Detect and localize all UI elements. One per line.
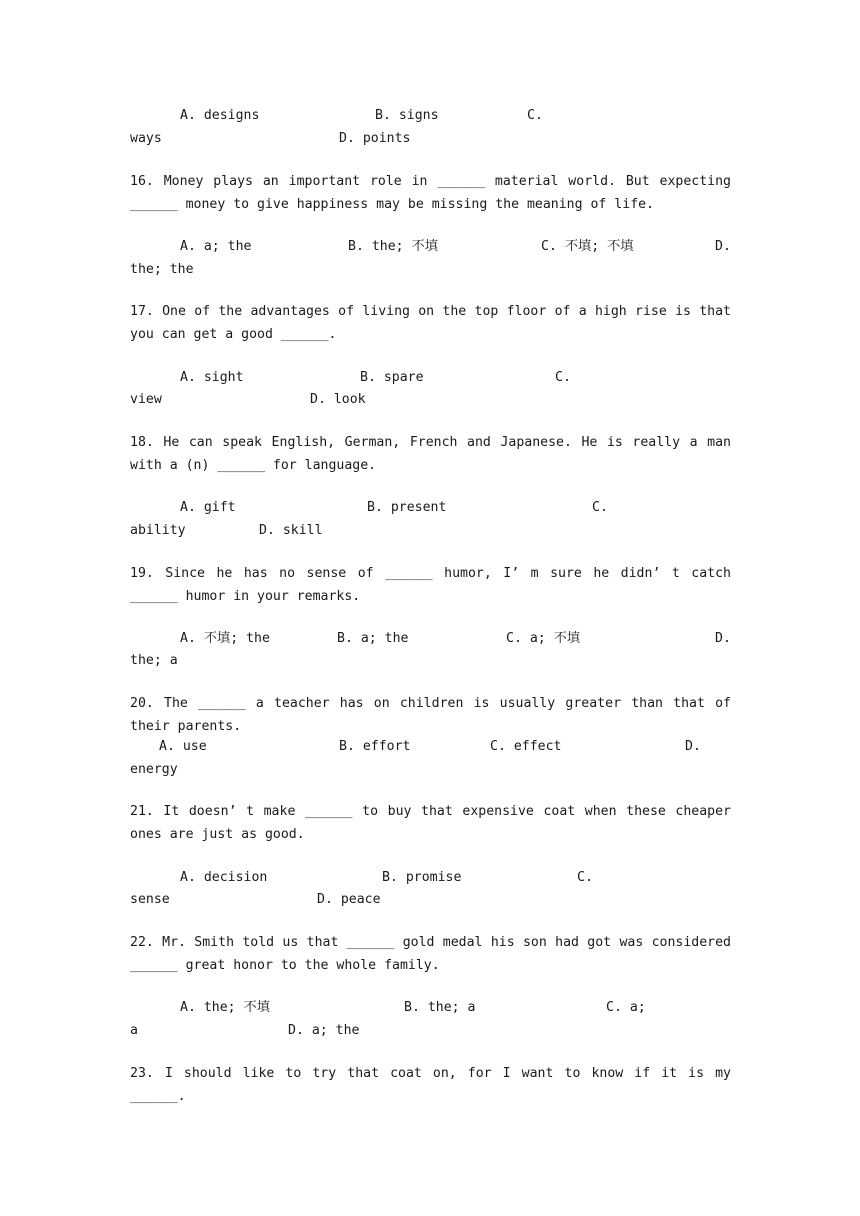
q16-option-c: C. 不填; 不填: [541, 239, 634, 254]
q22-option-d: D. a; the: [288, 1023, 360, 1038]
q20-option-d: D.: [685, 739, 701, 754]
q15-option-c-text: ways: [130, 131, 162, 146]
q17-option-c: C.: [555, 370, 571, 385]
q21-option-c: C.: [577, 870, 593, 885]
q16-option-d: D.: [715, 239, 731, 254]
q22-option-b: B. the; a: [404, 1000, 476, 1015]
q19-option-c: C. a; 不填: [506, 631, 581, 646]
q20-option-c: C. effect: [490, 739, 562, 754]
q19-question: 19. Since he has no sense of ______ humor, I’ m sure he didn’ t catch ______ humor in your remarks.: [130, 566, 731, 604]
q20-option-b: B. effort: [339, 739, 411, 754]
q17-option-d: D. look: [310, 392, 366, 407]
q17-option-a: A. sight: [180, 370, 244, 385]
q21-option-b: B. promise: [382, 870, 462, 885]
q22-option-c: C. a;: [606, 1000, 646, 1015]
q16-option-b: B. the; 不填: [348, 239, 438, 254]
q20-option-a: A. use: [159, 739, 207, 754]
q18-option-b: B. present: [367, 500, 447, 515]
q15-option-c: C.: [527, 108, 543, 123]
q18-option-c-text: ability: [130, 523, 186, 538]
q15-option-a: A. designs: [180, 108, 260, 123]
q16-question: 16. Money plays an important role in ______ material world. But expecting ______ money to give happiness may be missing the meaning of life.: [130, 174, 731, 212]
q21-option-c-text: sense: [130, 892, 170, 907]
q23-question: 23. I should like to try that coat on, for I want to know if it is my ______.: [130, 1066, 731, 1104]
q22-option-c-text: a: [130, 1023, 138, 1038]
q19-option-a: A. 不填; the: [180, 631, 270, 646]
q22-question: 22. Mr. Smith told us that ______ gold medal his son had got was considered ______ great honor to the whole family.: [130, 935, 731, 973]
q21-option-a: A. decision: [180, 870, 268, 885]
q18-option-a: A. gift: [180, 500, 236, 515]
q15-option-b: B. signs: [375, 108, 439, 123]
q20-option-d-text: energy: [130, 762, 178, 777]
q17-option-c-text: view: [130, 392, 162, 407]
q20-question: 20. The ______ a teacher has on children is usually greater than that of their parents.: [130, 696, 731, 734]
q19-option-b: B. a; the: [337, 631, 409, 646]
q16-option-a: A. a; the: [180, 239, 252, 254]
q22-option-a: A. the; 不填: [180, 1000, 270, 1015]
q15-option-d: D. points: [339, 131, 411, 146]
q17-question: 17. One of the advantages of living on the top floor of a high rise is that you can get a good ______.: [130, 304, 731, 342]
q18-option-d: D. skill: [259, 523, 323, 538]
q19-option-d-text: the; a: [130, 653, 178, 668]
q17-option-b: B. spare: [360, 370, 424, 385]
q18-option-c: C.: [592, 500, 608, 515]
q19-option-d: D.: [715, 631, 731, 646]
q21-option-d: D. peace: [317, 892, 381, 907]
q16-option-d-text: the; the: [130, 262, 194, 277]
q18-question: 18. He can speak English, German, French and Japanese. He is really a man with a (n) ______ for language.: [130, 435, 731, 473]
q21-question: 21. It doesn’ t make ______ to buy that expensive coat when these cheaper ones are just as good.: [130, 804, 731, 842]
